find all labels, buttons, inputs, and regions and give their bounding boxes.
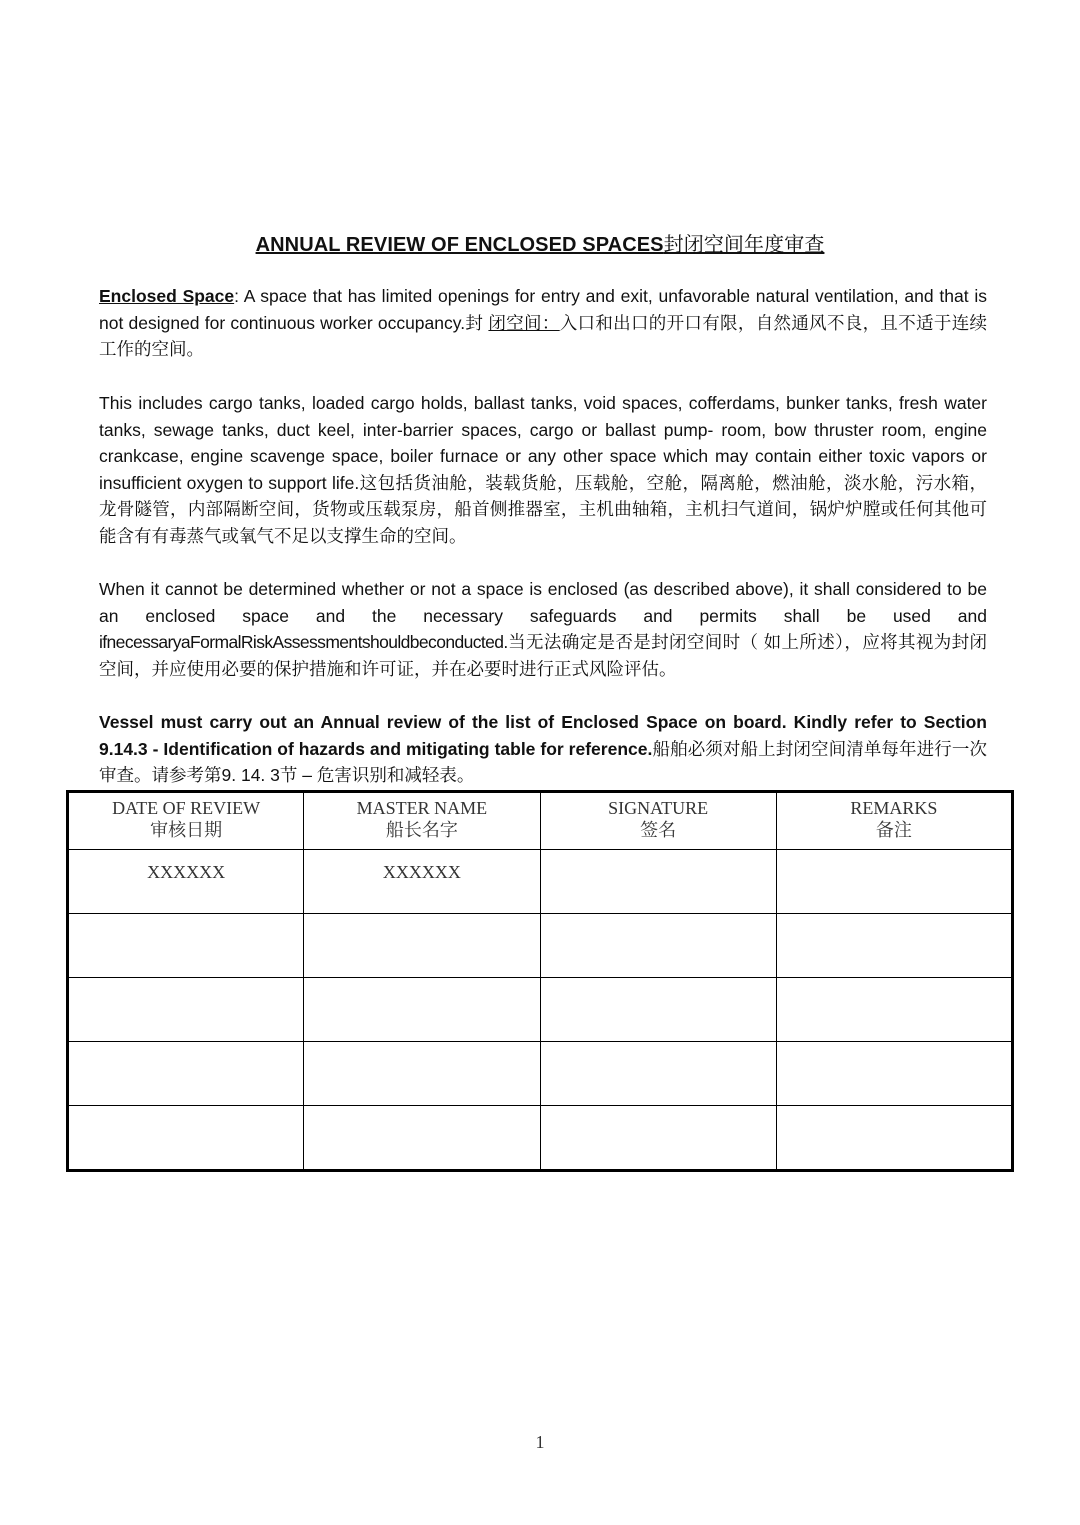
title-en: ANNUAL REVIEW OF ENCLOSED SPACES	[255, 234, 664, 256]
definition-text-cn-underlined: 闭空间：	[488, 312, 560, 333]
includes-paragraph	[99, 390, 987, 549]
table-cell	[304, 1106, 540, 1171]
table-cell	[68, 914, 304, 978]
table-row	[68, 850, 1013, 914]
table-cell: XXXXXX	[304, 850, 540, 914]
annual-review-instruction	[99, 709, 987, 789]
review-table	[66, 790, 1014, 1172]
table-cell	[304, 1042, 540, 1106]
undetermined-text-en-2: ifnecessaryaFormalRiskAssessmentshouldbeconducted.	[99, 632, 508, 652]
undetermined-text-en-1: When it cannot be determined whether or not a space is enclosed (as described above), it shall considered to be an enclosed space and the necessary safeguards and permits shall be used and	[99, 579, 987, 626]
definition-term: Enclosed Space	[99, 286, 235, 306]
document-title	[0, 228, 1080, 257]
table-header-row	[68, 792, 1013, 850]
table-cell	[304, 978, 540, 1042]
header-date-of-review: DATE OF REVIEW 审核日期	[68, 792, 304, 850]
instruction-text-en: Vessel must carry out an Annual review of the list of Enclosed Space on board. Kindly refer to Section 9.14.3 - Identification of hazards and mitigating table for reference.	[99, 712, 987, 759]
table-row	[68, 1042, 1013, 1106]
table-cell	[776, 914, 1012, 978]
table-cell	[776, 1042, 1012, 1106]
includes-text-en: This includes cargo tanks, loaded cargo holds, ballast tanks, void spaces, cofferdams, bunker tanks, fresh water tanks, sewage tanks, duct keel, inter-barrier spaces, cargo or ballast pump- room, bow thruster room, engine crankcase, engine scavenge space, boiler furnace or any other space which may contain either toxic vapors or insufficient oxygen to support life.	[99, 393, 987, 493]
table-cell	[68, 1106, 304, 1171]
definition-text-en: : A space that has limited openings for entry and exit, unfavorable natural ventilation, and that is not designed for continuous worker occupancy.	[99, 286, 987, 333]
title-cn: 封闭空间年度审查	[663, 234, 825, 256]
table-cell	[776, 850, 1012, 914]
undetermined-paragraph	[99, 576, 987, 682]
instruction-text-cn: 船舶必须对船上封闭空间清单每年进行一次审查。请参考第9. 14. 3节 – 危害识别和减轻表。	[99, 738, 987, 785]
definition-text-cn-1: 封	[465, 312, 489, 333]
table-row	[68, 914, 1013, 978]
table-row	[68, 978, 1013, 1042]
undetermined-text-cn: 当无法确定是否是封闭空间时（ 如上所述），应将其视为封闭空间，并应使用必要的保护措施和许可证，并在必要时进行正式风险评估。	[99, 632, 987, 679]
header-master-name: MASTER NAME 船长名字	[304, 792, 540, 850]
table-cell	[540, 1106, 776, 1171]
table-cell	[540, 914, 776, 978]
definition-text-cn-2: 入口和出口的开口有限，自然通风不良，且不适于连续工作的空间。	[99, 312, 988, 359]
includes-text-cn: 这包括货油舱，装载货舱，压载舱，空舱，隔离舱，燃油舱，淡水舱，污水箱，龙骨隧管，内部隔断空间，货物或压载泵房，船首侧推器室，主机曲轴箱，主机扫气道间，锅炉炉膛或任何其他可能含有有毒蒸气或氧气不足以支撑生命的空间。	[99, 472, 987, 546]
table-cell	[68, 1042, 304, 1106]
table-cell	[540, 850, 776, 914]
enclosed-space-definition	[99, 283, 987, 363]
table-cell	[68, 978, 304, 1042]
table-cell: XXXXXX	[68, 850, 304, 914]
table-cell	[540, 978, 776, 1042]
table-cell	[776, 978, 1012, 1042]
header-signature: SIGNATURE 签名	[540, 792, 776, 850]
table-cell	[304, 914, 540, 978]
page-number: 1	[535, 1432, 545, 1452]
table-cell	[776, 1106, 1012, 1171]
table-cell	[540, 1042, 776, 1106]
header-remarks: REMARKS 备注	[776, 792, 1012, 850]
table-row	[68, 1106, 1013, 1171]
